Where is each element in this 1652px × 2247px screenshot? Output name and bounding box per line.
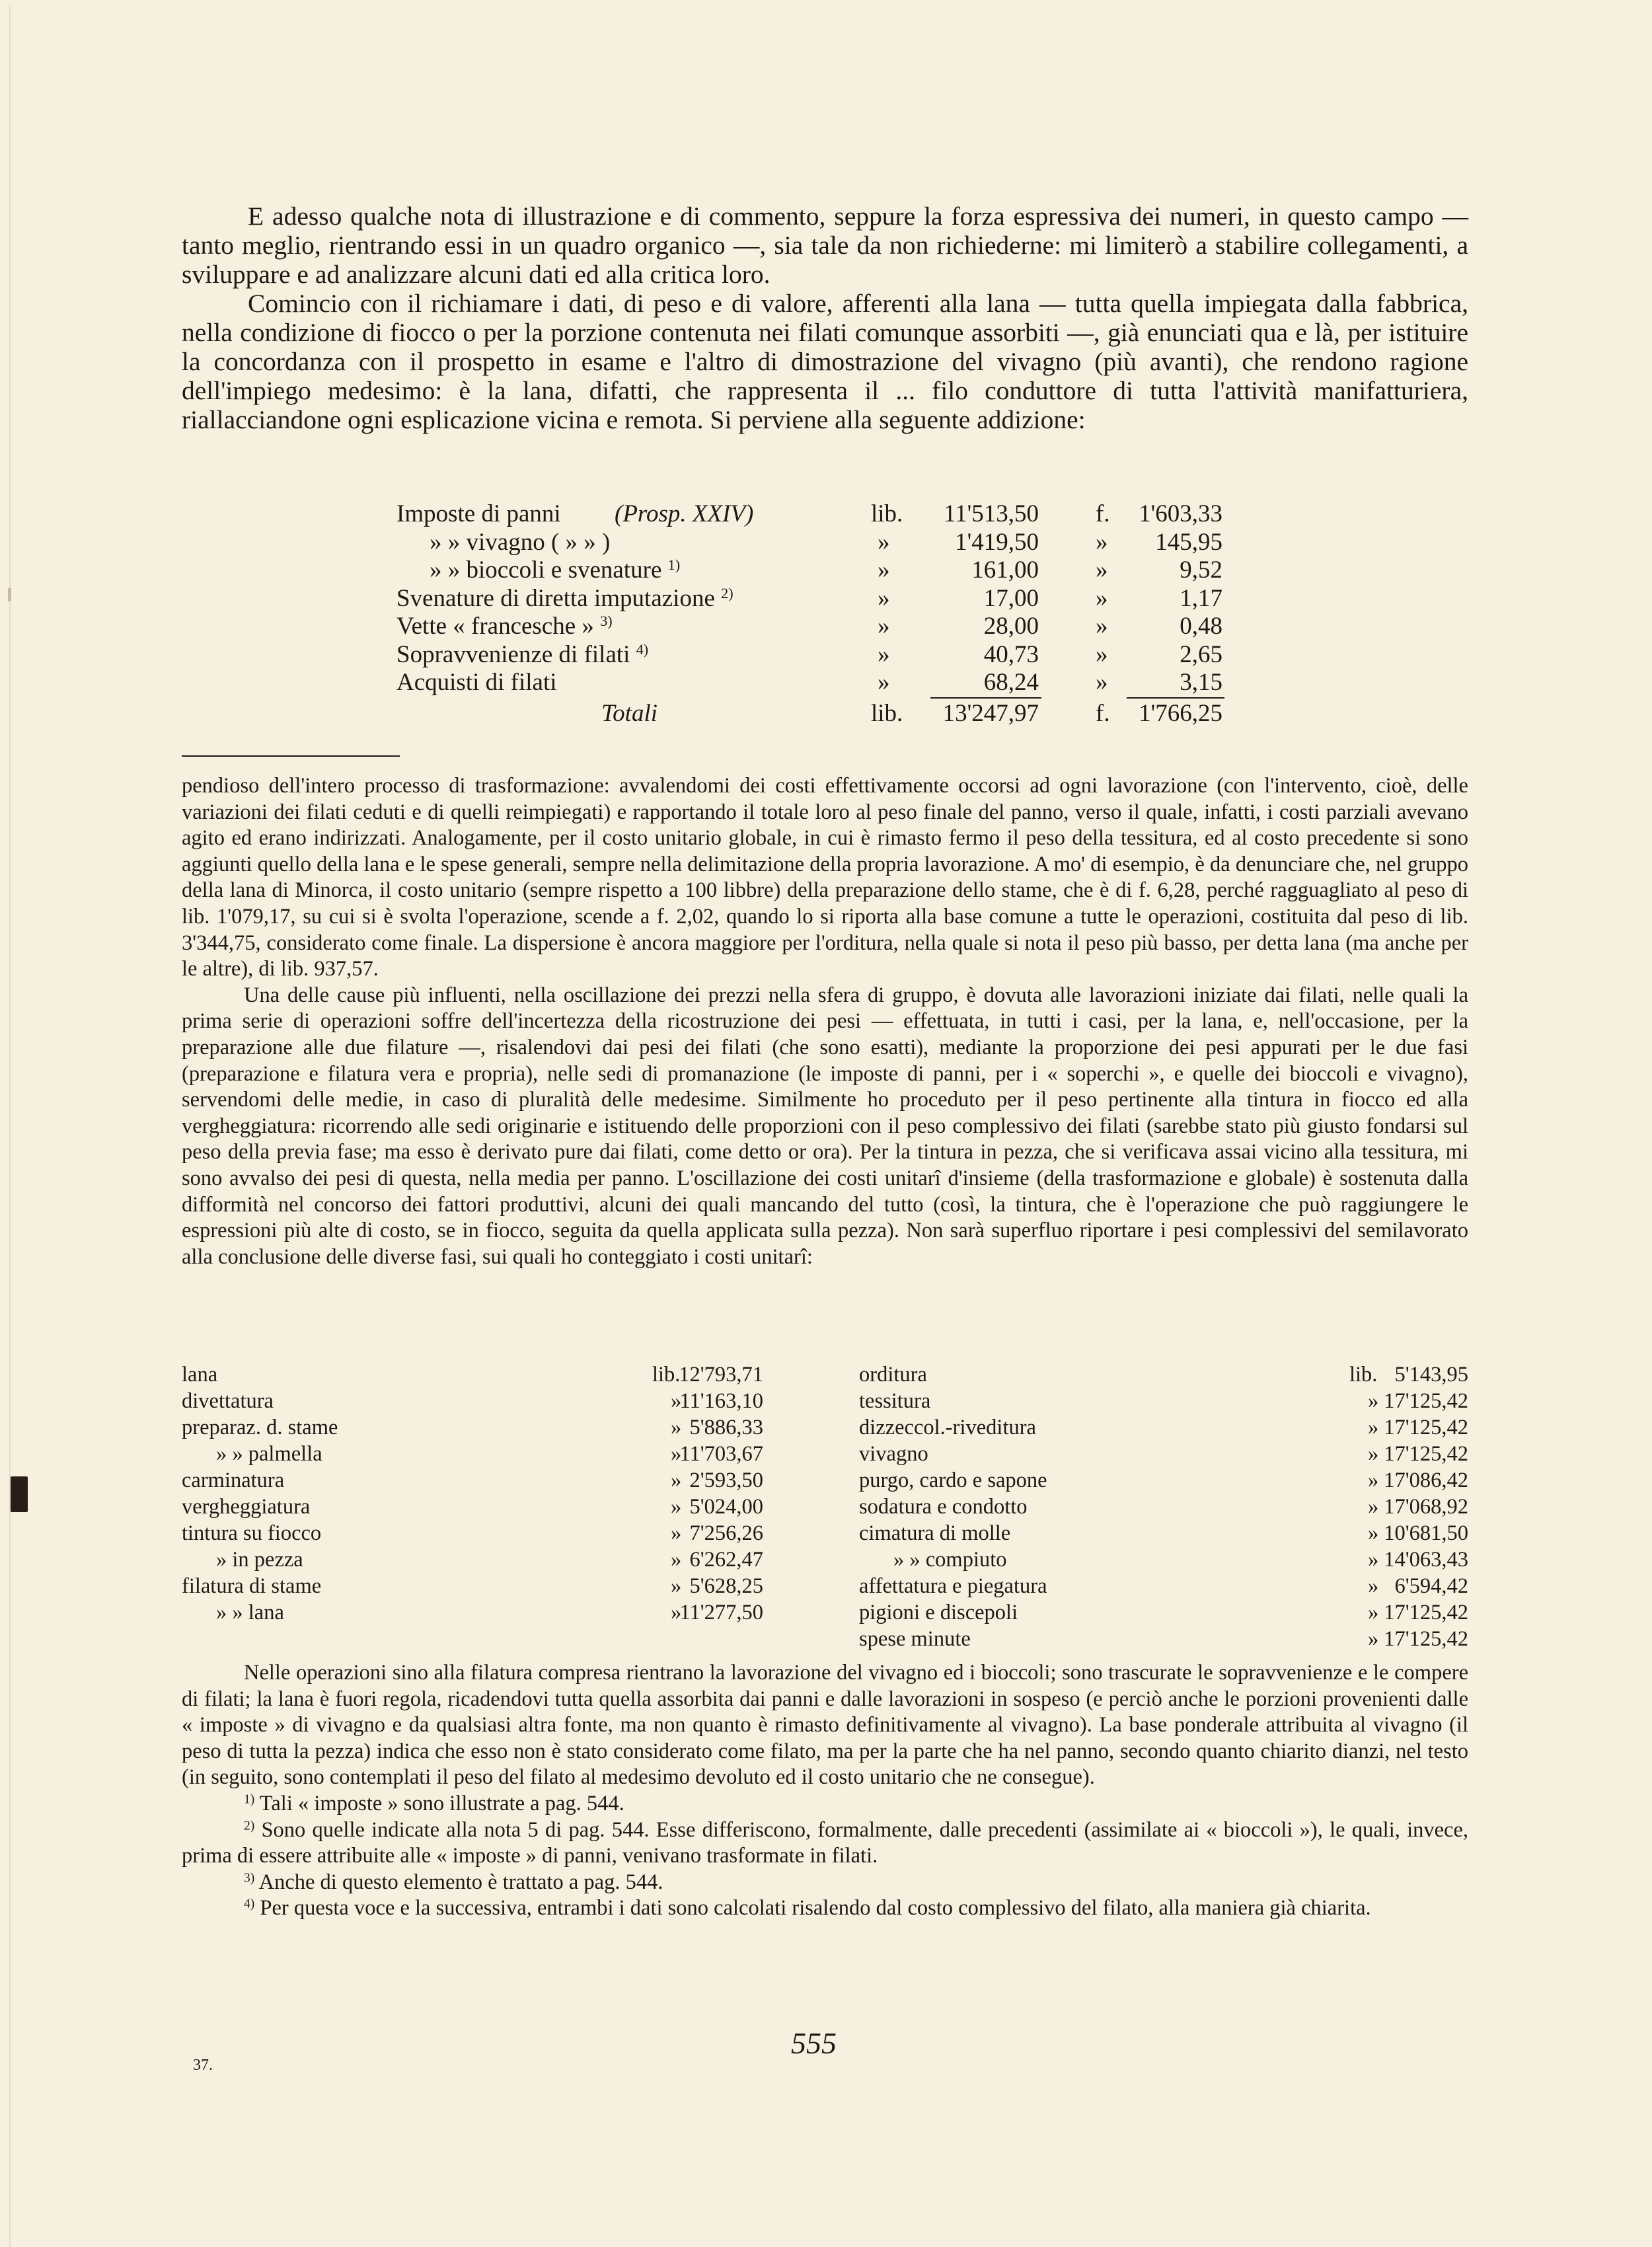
- footnote-ref[interactable]: 1): [667, 556, 681, 573]
- phase-label: » » palmella: [216, 1442, 322, 1466]
- table-row: [859, 1599, 1468, 1626]
- table-row: [182, 1520, 763, 1546]
- phase-label: orditura: [859, 1363, 927, 1387]
- weight-value: 17,00: [983, 584, 1039, 612]
- section-divider: [182, 755, 400, 757]
- weight-value: 5'886,33: [689, 1416, 763, 1439]
- value-unit: »: [1096, 640, 1108, 668]
- total-weight: 13'247,97: [942, 699, 1039, 727]
- closing-text: [182, 1660, 1468, 1922]
- unit: »: [671, 1495, 682, 1519]
- unit: »: [671, 1416, 682, 1439]
- unit: »: [1368, 1521, 1379, 1545]
- table-row: [859, 1494, 1468, 1520]
- unit: »: [1368, 1468, 1379, 1492]
- weight-unit: »: [878, 640, 890, 668]
- unit: »: [1368, 1548, 1379, 1572]
- phase-label: tessitura: [859, 1389, 931, 1413]
- unit: »: [1368, 1601, 1379, 1624]
- phase-label: divettatura: [182, 1389, 274, 1413]
- unit: »: [671, 1468, 682, 1492]
- row-label: » » bioccoli e svenature $^{1)}$: [430, 556, 681, 584]
- signature-mark: 37.: [193, 2057, 213, 2074]
- table-row: [859, 1388, 1468, 1414]
- sum-rule: [930, 697, 1041, 699]
- row-label: Vette « francesche » $^{3)}$: [396, 612, 613, 640]
- value-unit: »: [1096, 528, 1108, 556]
- weight-value: 2'593,50: [689, 1468, 763, 1492]
- weight-value: 6'262,47: [689, 1548, 763, 1572]
- weight-value: 1'419,50: [955, 528, 1039, 556]
- table-row: [859, 1626, 1468, 1652]
- total-value: 1'766,25: [1139, 699, 1222, 727]
- footnote-1: [182, 1791, 1468, 1817]
- table-row: [182, 1546, 763, 1573]
- footnote-mark: 3): [244, 1871, 255, 1885]
- row-label: » » vivagno ( » » ): [430, 528, 611, 556]
- weight-value: 11'703,67: [679, 1442, 763, 1466]
- phase-label: filatura di stame: [182, 1574, 322, 1598]
- weight-unit: »: [878, 669, 890, 696]
- weights-column-right: [859, 1361, 1468, 1652]
- weight-unit: »: [878, 613, 890, 640]
- table-row: [182, 1467, 763, 1494]
- unit: »: [1368, 1574, 1379, 1598]
- unit: »: [671, 1442, 682, 1466]
- money-value: 0,48: [1180, 613, 1222, 640]
- table-row: [859, 1441, 1468, 1467]
- unit: »: [1368, 1389, 1379, 1413]
- table-row: [859, 1573, 1468, 1599]
- closing-paragraph: Nelle operazioni sino alla filatura compresa rientrano la lavorazione del vivagno ed i bioccoli; sono trascurate le sopravvenienze e le compere di filati; la lana è fuori regola, ricadendovi tutta quella assorbita dai panni e dalle lavorazioni in sospeso (e perciò anche le porzioni provenienti dalle « imposte » di vivagno e da qualsiasi altra fonte, ma non quanto è rimasto definitivamente al vivagno). La base ponderale attribuita al vivagno (il peso di tutta la pezza) indica che esso non è stato considerato come filato, ma per la parte che ha nel panno, secondo quanto chiarito dianzi, nel testo (in seguito, sono contemplati il peso del filato al medesimo devoluto ed il costo unitario che ne consegue).: [182, 1661, 1468, 1790]
- weight-value: 17'125,42: [1384, 1416, 1468, 1439]
- table-row: [182, 1599, 763, 1626]
- value-unit: »: [1096, 556, 1108, 584]
- weight-unit: »: [878, 528, 890, 556]
- unit: »: [1368, 1416, 1379, 1439]
- footnote-ref[interactable]: 3): [600, 612, 613, 629]
- weight-value: 14'063,43: [1384, 1548, 1468, 1572]
- page-number: 555: [791, 2026, 837, 2060]
- continuation-paragraph-1: pendioso dell'intero processo di trasformazione: avvalendomi dei costi effettivamente occorsi ad ogni lavorazione (con l'intervento, cioè, delle variazioni dei filati ceduti e di quelli reimpiegati) e rapportando il totale loro al peso finale del panno, verso il quale, infatti, i costi parziali avevano agito ed erano indirizzati. Analogamente, per il costo unitario globale, in cui è rimasto fermo il peso della tessitura, ed al costo precedente si sono aggiunti quello della lana e le spese generali, sempre nella delimitazione della propria lavorazione. A mo' di esempio, è da denunciare che, nel gruppo della lana di Minorca, il costo unitario (sempre rispetto a 100 libbre) della preparazione dello stame, che è di f. 6,28, perché ragguagliato al peso di lib. 1'079,17, su cui si è svolta l'operazione, scende a f. 2,02, quando lo si riporta alla base comune a tutte le operazioni, costituita dal peso di lib. 3'344,75, considerato come finale. La dispersione è ancora maggiore per l'orditura, nella quale si nota il peso più basso, per detta lana (ma anche per le altre), di lib. 937,57.: [182, 774, 1468, 981]
- value-unit: f.: [1096, 699, 1110, 727]
- weight-value: 11'277,50: [679, 1601, 763, 1624]
- footnote-mark: 1): [244, 1792, 255, 1807]
- footnote-text: Tali « imposte » sono illustrate a pag. 544.: [259, 1791, 624, 1815]
- weight-value: 17'125,42: [1384, 1389, 1468, 1413]
- unit: »: [671, 1601, 682, 1624]
- phase-label: tintura su fiocco: [182, 1521, 322, 1545]
- footnote-text: Sono quelle indicate alla nota 5 di pag. 544. Esse differiscono, formalmente, dalle precedenti (assimilate ai « bioccoli »), le quali, invece, prima di essere attribuite alle « imposte » di panni, venivano trasformate in filati.: [182, 1817, 1468, 1868]
- unit: »: [671, 1521, 682, 1545]
- money-value: 2,65: [1180, 640, 1222, 668]
- weight-value: 11'513,50: [943, 500, 1039, 527]
- table-row: [859, 1414, 1468, 1441]
- table-row: [182, 1441, 763, 1467]
- weight-value: 11'163,10: [679, 1389, 763, 1413]
- phase-label: pigioni e discepoli: [859, 1601, 1018, 1624]
- weight-value: 7'256,26: [689, 1521, 763, 1545]
- footnote-text: Per questa voce e la successiva, entrambi i dati sono calcolati risalendo dal costo complessivo del filato, alla maniera già chiarita.: [260, 1896, 1371, 1921]
- footnote-2: [182, 1817, 1468, 1870]
- margin-mark: [8, 588, 11, 601]
- weight-value: 28,00: [983, 613, 1039, 640]
- weight-value: 40,73: [983, 640, 1039, 668]
- table-row: [182, 1388, 763, 1414]
- weight-value: 161,00: [971, 556, 1039, 584]
- value-unit: f.: [1096, 500, 1110, 527]
- value-unit: »: [1096, 584, 1108, 612]
- weight-value: 5'024,00: [689, 1495, 763, 1519]
- phase-label: sodatura e condotto: [859, 1495, 1028, 1519]
- intro-paragraph-2: Comincio con il richiamare i dati, di peso e di valore, afferenti alla lana — tutta quella impiegata dalla fabbrica, nella condizione di fiocco o per la porzione contenuta nei filati comunque assorbiti —, già enunciati qua e là, per istituire la concordanza con il prospetto in esame e l'altro di dimostrazione del vivagno (più avanti), che rendono ragione dell'impiego medesimo: è la lana, difatti, che rappresenta il ... filo conduttore di tutta l'attività manifatturiera, riallacciandone ogni esplicazione vicina e remota. Si perviene alla seguente addizione:: [182, 289, 1468, 434]
- phase-label: » » compiuto: [893, 1548, 1007, 1572]
- row-label: Sopravvenienze di filati $^{4)}$: [396, 640, 649, 668]
- row-label: Acquisti di filati: [396, 669, 557, 696]
- phase-label: cimatura di molle: [859, 1521, 1011, 1545]
- continuation-paragraph-2: Una delle cause più influenti, nella oscillazione dei prezzi nella sfera di gruppo, è dovuta alle lavorazioni iniziate dai filati, nelle quali la prima serie di operazioni soffre dell'incertezza della ricostruzione dei pesi — effettuata, in tutti i casi, per la lana, e, nell'occasione, per la preparazione alle due filature —, risalendovi dai pesi dei filati (che sono esatti), mediante la proporzione dei pesi appurati per le due fasi (preparazione e filatura vera e propria), nelle sedi di promanazione (le imposte di panni, per i « soperchi », e quelle dei bioccoli e vivagno), servendomi delle medie, in caso di pluralità delle medesime. Similmente ho proceduto per il peso pertinente alla tintura in fiocco ed alla vergheggiatura: ricorrendo alle sedi originarie e istituendo delle proporzioni con il peso complessivo dei filati (sarebbe stato più giusto fondarsi sul peso della previa fase; ma esso è derivato pure dai filati, come detto or ora). Per la tintura in pezza, che si verificava assai vicino alla tessitura, mi sono avvalso dei pesi di questa, nella media per panno. L'oscillazione dei costi unitarî d'insieme (della trasformazione e globale) è sostenuta dalla difformità nel concorso dei fattori produttivi, alcuni dei quali mancando del tutto (così, la tintura, che è l'operazione che può raggiungere le espressioni più alte di costo, se in fiocco, seguita da quella applicata sulla pezza). Non sarà superfluo riportare i pesi complessivi del semilavorato alla conclusione delle diverse fasi, sui quali ho conteggiato i costi unitarî:: [182, 983, 1468, 1269]
- weight-value: 17'125,42: [1384, 1601, 1468, 1624]
- intro-paragraph-1: E adesso qualche nota di illustrazione e di commento, seppure la forza espressiva dei numeri, in questo campo — tanto meglio, rientrando essi in un quadro organico —, sia tale da non richiederne: mi limiterò a stabilire collegamenti, a sviluppare e ad analizzare alcuni dati ed alla critica loro.: [182, 202, 1468, 289]
- phase-label: spese minute: [859, 1627, 971, 1651]
- table-row: [182, 1573, 763, 1599]
- weight-value: 12'793,71: [679, 1363, 763, 1387]
- table-row: [859, 1520, 1468, 1546]
- money-value: 1,17: [1180, 584, 1222, 612]
- weight-unit: »: [878, 556, 890, 584]
- footnote-mark: 2): [244, 1818, 255, 1833]
- table-row: [859, 1467, 1468, 1494]
- money-value: 145,95: [1155, 528, 1222, 556]
- footnote-3: [182, 1870, 1468, 1896]
- phase-label: lana: [182, 1363, 218, 1387]
- unit: »: [1368, 1442, 1379, 1466]
- money-value: 1'603,33: [1139, 500, 1222, 527]
- footnote-ref[interactable]: 4): [636, 640, 649, 658]
- sum-rule: [1127, 697, 1224, 699]
- phase-label: dizzeccol.-riveditura: [859, 1416, 1036, 1439]
- footnote-mark: 4): [244, 1897, 255, 1911]
- footnote-4: [182, 1895, 1468, 1922]
- weight-value: 17'125,42: [1384, 1627, 1468, 1651]
- money-value: 3,15: [1180, 669, 1222, 696]
- unit: »: [671, 1389, 682, 1413]
- weight-unit: »: [878, 584, 890, 612]
- value-unit: »: [1096, 613, 1108, 640]
- weight-value: 6'594,42: [1394, 1574, 1468, 1598]
- table-row: [182, 1414, 763, 1441]
- footnote-text: Anche di questo elemento è trattato a pag. 544.: [258, 1870, 663, 1894]
- unit: lib.: [652, 1363, 681, 1387]
- table-row: [859, 1546, 1468, 1573]
- unit: »: [671, 1574, 682, 1598]
- total-label: Totali: [601, 699, 658, 727]
- weight-value: 5'628,25: [689, 1574, 763, 1598]
- unit: lib.: [1349, 1363, 1378, 1387]
- weight-unit: lib.: [871, 500, 903, 527]
- footnote-ref[interactable]: 2): [721, 584, 733, 601]
- weight-value: 17'068,92: [1384, 1495, 1468, 1519]
- phase-label: vivagno: [859, 1442, 928, 1466]
- phase-label: preparaz. d. stame: [182, 1416, 338, 1439]
- phase-label: vergheggiatura: [182, 1495, 311, 1519]
- phase-label: » » lana: [216, 1601, 284, 1624]
- phase-label: » in pezza: [216, 1548, 303, 1572]
- row-label: Svenature di diretta imputazione $^{2)}$: [396, 584, 733, 612]
- weight-value: 17'086,42: [1384, 1468, 1468, 1492]
- money-value: 9,52: [1180, 556, 1222, 584]
- row-label: Imposte di panni: [396, 500, 561, 527]
- value-unit: »: [1096, 669, 1108, 696]
- phase-label: affettatura e piegatura: [859, 1574, 1047, 1598]
- continuation-text: [182, 773, 1468, 1270]
- weight-value: 10'681,50: [1384, 1521, 1468, 1545]
- phase-label: carminatura: [182, 1468, 285, 1492]
- weight-unit: lib.: [871, 699, 903, 727]
- intro-text: [182, 202, 1468, 434]
- table-row: [859, 1361, 1468, 1388]
- row-reference: (Prosp. XXIV): [615, 500, 754, 527]
- unit: »: [1368, 1627, 1379, 1651]
- table-row: [182, 1361, 763, 1388]
- unit: »: [671, 1548, 682, 1572]
- weights-column-left: [182, 1361, 763, 1626]
- weight-value: 5'143,95: [1394, 1363, 1468, 1387]
- unit: »: [1368, 1495, 1379, 1519]
- weight-value: 17'125,42: [1384, 1442, 1468, 1466]
- phase-label: purgo, cardo e sapone: [859, 1468, 1047, 1492]
- table-row: [182, 1494, 763, 1520]
- weight-value: 68,24: [983, 669, 1039, 696]
- binding-tab-mark: [11, 1476, 28, 1512]
